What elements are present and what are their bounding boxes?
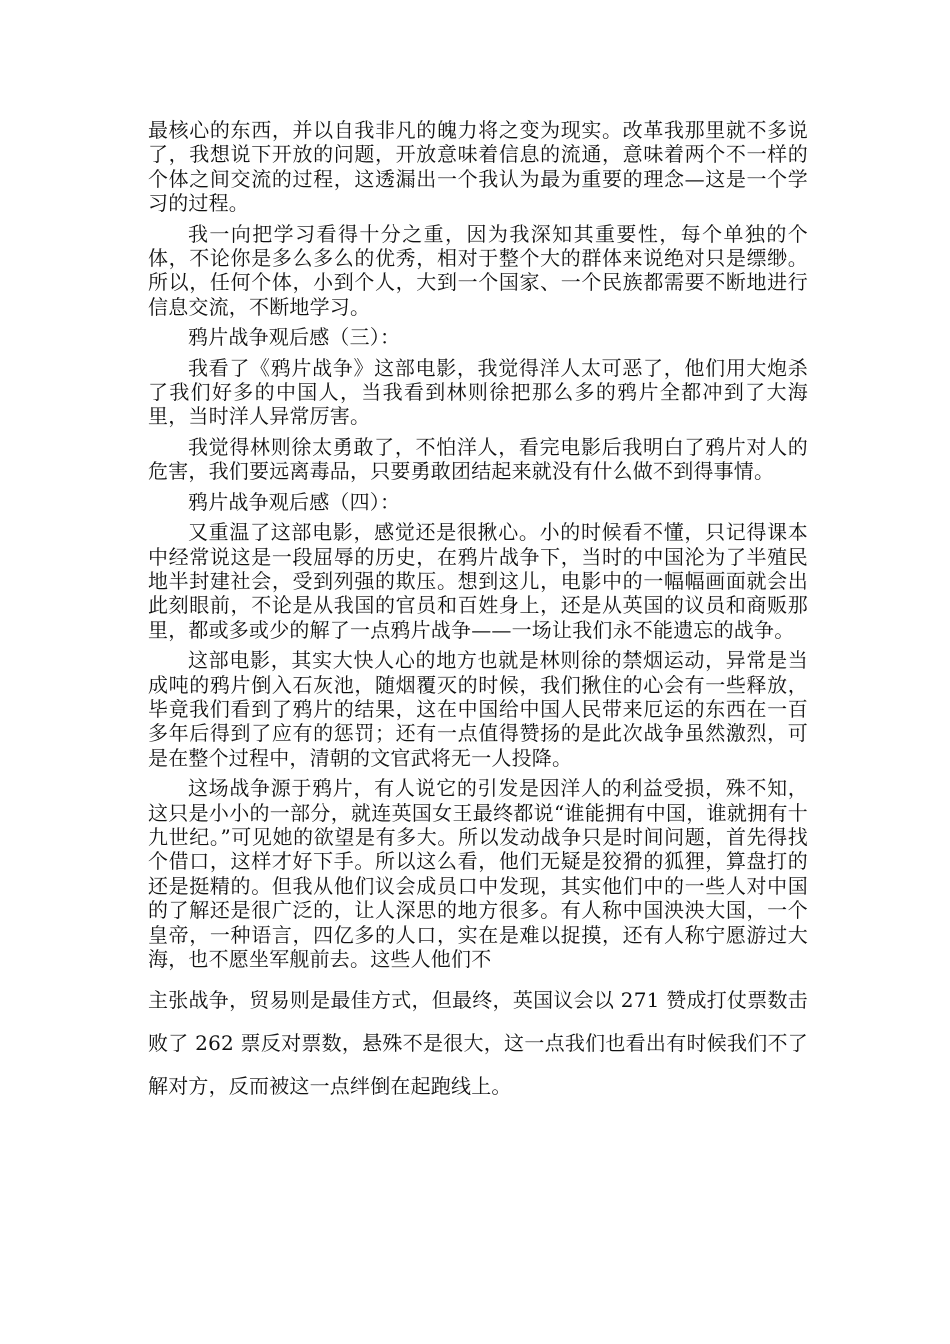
section-heading-three: 鸦片战争观后感（三）：: [188, 325, 401, 350]
paragraph-reform-opening: 最核心的东西，并以自我非凡的魄力将之变为现实。改革我那里就不多说了，我想说下开放的问题，开放意味着信息的流通，意味着两个不一样的个体之间交流的过程，这透漏出一个我认为最为重要的理念—这是一个学习的过程。: [148, 118, 808, 216]
paragraph-movie-impression: 我看了《鸦片战争》这部电影，我觉得洋人太可恶了，他们用大炮杀了我们好多的中国人，当我看到林则徐把那么多的鸦片全都冲到了大海里，当时洋人异常厉害。: [148, 355, 808, 429]
paragraph-parliament-vote: 主张战争，贸易则是最佳方式，但最终，英国议会以 271 赞成打仗票数击败了 262 票反对票数，悬殊不是很大，这一点我们也看出有时候我们不了解对方，反而被这一点绊倒在起跑线上。: [148, 988, 808, 1099]
section-heading-four: 鸦片战争观后感（四）：: [188, 489, 401, 514]
paragraph-lin-zexu-brave: 我觉得林则徐太勇敢了，不怕洋人，看完电影后我明白了鸦片对人的危害，我们要远离毒品，只要勇敢团结起来就没有什么做不到得事情。: [148, 434, 808, 484]
paragraph-learning: 我一向把学习看得十分之重，因为我深知其重要性，每个单独的个体，不论你是多么多么的优秀，相对于整个大的群体来说绝对只是缥缈。所以，任何个体，小到个人，大到一个国家、一个民族都需要不断地进行信息交流，不断地学习。: [148, 221, 808, 319]
paragraph-war-origin: 这场战争源于鸦片，有人说它的引发是因洋人的利益受损，殊不知，这只是小小的一部分，就连英国女王最终都说“谁能拥有中国，谁就拥有十九世纪。”可见她的欲望是有多大。所以发动战争只是时间问题，首先得找个借口，这样才好下手。所以这么看，他们无疑是狡猾的狐狸，算盘打的还是挺精的。但我从他们议会成员口中发现，其实他们中的一些人对中国的了解还是很广泛的，让人深思的地方很多。有人称中国泱泱大国，一个皇帝，一种语言，四亿多的人口，实在是难以捉摸，还有人称宁愿游过大海，也不愿坐军舰前去。这些人他们不: [148, 776, 808, 971]
paragraph-opium-ban: 这部电影，其实大快人心的地方也就是林则徐的禁烟运动，异常是当成吨的鸦片倒入石灰池，随烟覆灭的时候，我们揪住的心会有一些释放，毕竟我们看到了鸦片的结果，这在中国给中国人民带来厄运的东西在一百多年后得到了应有的惩罚；还有一点值得赞扬的是此次战争虽然激烈，可是在整个过程中，清朝的文官武将无一人投降。: [148, 648, 808, 770]
document-page: [148, 118, 808, 1108]
paragraph-rewatch: 又重温了这部电影，感觉还是很揪心。小的时候看不懂，只记得课本中经常说这是一段屈辱的历史，在鸦片战争下，当时的中国沦为了半殖民地半封建社会，受到列强的欺压。想到这儿，电影中的一幅幅画面就会出此刻眼前，不论是从我国的官员和百姓身上，还是从英国的议员和商贩那里，都或多或少的解了一点鸦片战争——一场让我们永不能遗忘的战争。: [148, 520, 808, 642]
